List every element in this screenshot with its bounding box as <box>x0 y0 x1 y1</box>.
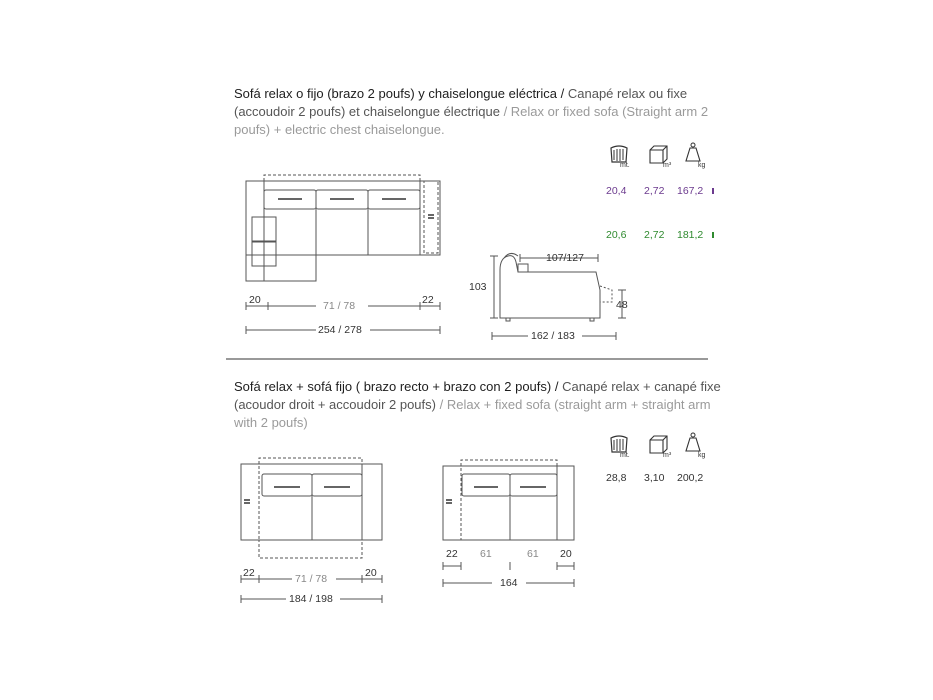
section1-title: Sofá relax o fijo (brazo 2 poufs) y chaiselongue eléctrica / Canapé relax ou fixe (accoudoir 2 poufs) et chaiselongue électrique / Relax or fixed sofa (Straight arm 2 poufs) + electric chest chaiselongue. <box>234 86 709 137</box>
dim-right-seat1: 61 <box>480 548 492 560</box>
dim-height: 103 <box>469 281 487 293</box>
title-es: Sofá relax + sofá fijo ( brazo recto + brazo con 2 poufs) <box>234 379 552 394</box>
length-unit: mt. <box>620 162 630 169</box>
dim-arm-left: 20 <box>249 294 261 306</box>
title-fr: Canapé relax ou fixe (accoudoir 2 poufs) et chaiselongue électrique <box>234 86 688 119</box>
title-fr: Canapé relax + canapé fixe (acoudor droit + accoudoir 2 poufs) <box>234 379 721 412</box>
row2-weight: 181,2 <box>677 229 704 241</box>
dim-right-seat2: 61 <box>527 548 539 560</box>
sofa-right-top-view <box>443 460 574 540</box>
dim-left-total: 184 / 198 <box>289 593 333 605</box>
dim-right-arm-left: 22 <box>446 548 458 560</box>
dim-depth-bottom: 162 / 183 <box>531 330 575 342</box>
s2-row1-weight: 200,2 <box>677 472 704 484</box>
s2-row1-length: 28,8 <box>606 472 627 484</box>
title-es: Sofá relax o fijo (brazo 2 poufs) y chaiselongue eléctrica <box>234 86 558 101</box>
dim-right-arm-right: 20 <box>560 548 572 560</box>
dim-seats: 71 / 78 <box>323 300 356 312</box>
row2-length: 20,6 <box>606 229 627 241</box>
dim-arm-right: 22 <box>422 294 434 306</box>
dim-left-arm-right: 20 <box>365 567 377 579</box>
volume-unit: m³ <box>663 452 672 459</box>
row1-weight: 167,2 <box>677 185 704 197</box>
dim-left-arm-left: 22 <box>243 567 255 579</box>
title-en: Relax or fixed sofa (Straight arm 2 poufs) + electric chest chaiselongue. <box>234 104 709 137</box>
chaiselongue-side-view <box>490 253 626 340</box>
dim-right-total: 164 <box>500 577 518 589</box>
chaiselongue-top-view <box>246 175 440 281</box>
length-unit: mt. <box>620 452 630 459</box>
title-en: Relax + fixed sofa (straight arm + straight arm with 2 poufs) <box>234 397 711 430</box>
weight-unit: kg <box>698 162 706 169</box>
s2-row1-volume: 3,10 <box>644 472 665 484</box>
dim-left-seats: 71 / 78 <box>295 573 328 585</box>
row1-volume: 2,72 <box>644 185 665 197</box>
volume-unit: m³ <box>663 162 672 169</box>
dim-depth-top: 107/127 <box>546 252 584 264</box>
row1-length: 20,4 <box>606 185 627 197</box>
section2-title: Sofá relax + sofá fijo ( brazo recto + brazo con 2 poufs) / Canapé relax + canapé fixe (acoudor droit + accoudoir 2 poufs) / Relax + fixed sofa (straight arm + straight arm with 2 poufs) <box>234 379 721 430</box>
dim-total-width: 254 / 278 <box>318 324 362 336</box>
row2-volume: 2,72 <box>644 229 665 241</box>
sofa-left-top-view <box>241 458 382 558</box>
weight-unit: kg <box>698 452 706 459</box>
dim-seat-height: 48 <box>616 299 628 311</box>
